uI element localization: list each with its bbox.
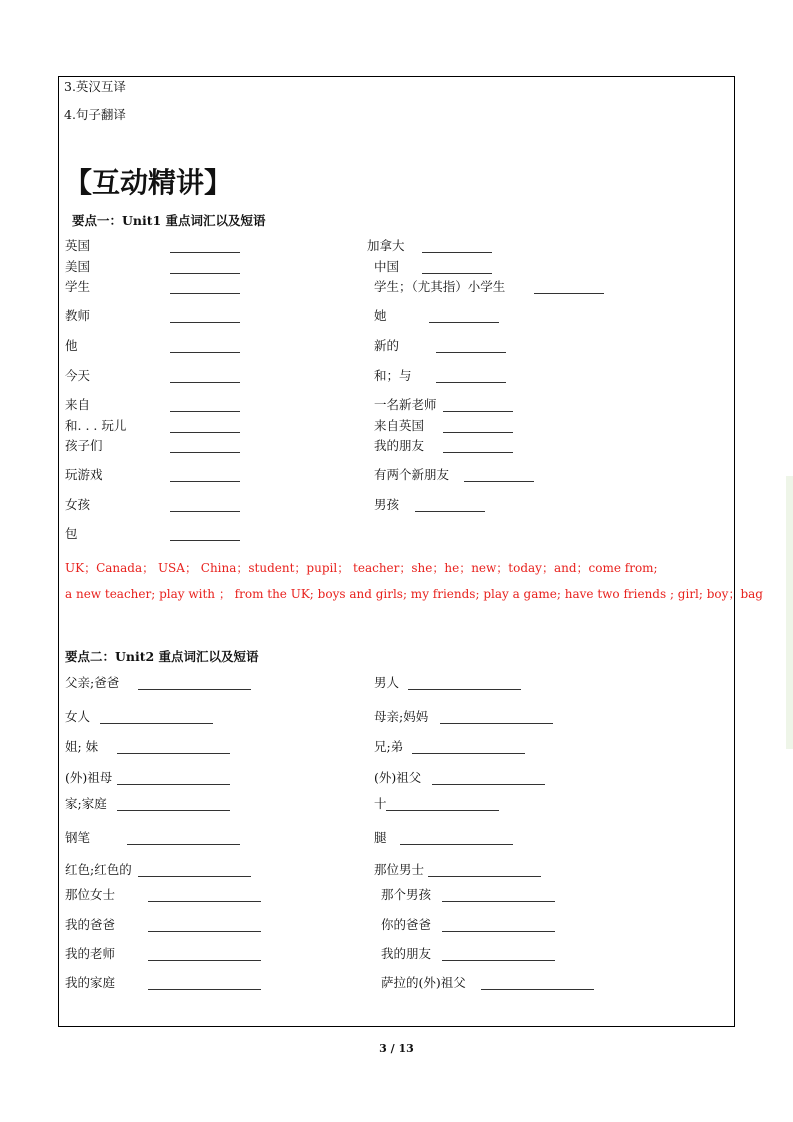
vocab-label: 那个男孩 <box>381 887 432 902</box>
answer-blank[interactable] <box>127 844 240 845</box>
answer-blank[interactable] <box>148 931 261 932</box>
answer-blank[interactable] <box>481 989 594 990</box>
answer-blank[interactable] <box>464 481 534 482</box>
answer-key-line-2: a new teacher; play with ； from the UK; boys and girls; my friends; play a game; have two friends ; girl; boy；bag <box>65 587 763 601</box>
vocab-label: 萨拉的(外)祖父 <box>381 975 466 990</box>
vocab-label: 中国 <box>374 259 400 274</box>
answer-blank[interactable] <box>138 876 251 877</box>
side-scroll-strip <box>786 476 793 749</box>
answer-blank[interactable] <box>443 432 513 433</box>
answer-key-line-1: UK；Canada； USA； China；student；pupil； teacher；she；he；new；today；and；come from; <box>65 561 658 575</box>
answer-blank[interactable] <box>148 989 261 990</box>
vocab-label: 英国 <box>65 238 91 253</box>
answer-blank[interactable] <box>408 689 521 690</box>
vocab-label: 我的老师 <box>65 946 116 961</box>
vocab-label: 你的爸爸 <box>381 917 432 932</box>
page-number: 3 / 13 <box>379 1042 414 1055</box>
vocab-label: 男孩 <box>374 497 400 512</box>
vocab-label: 女人 <box>65 709 91 724</box>
unit1-heading: 要点一：Unit1 重点词汇以及短语 <box>72 213 266 228</box>
vocab-label: 母亲;妈妈 <box>374 709 429 724</box>
answer-blank[interactable] <box>170 382 240 383</box>
answer-blank[interactable] <box>117 753 230 754</box>
answer-blank[interactable] <box>170 322 240 323</box>
vocab-label: 我的朋友 <box>374 438 425 453</box>
answer-blank[interactable] <box>442 901 555 902</box>
vocab-label: 和. . . 玩儿 <box>65 418 127 433</box>
answer-blank[interactable] <box>400 844 513 845</box>
answer-blank[interactable] <box>170 293 240 294</box>
answer-blank[interactable] <box>440 723 553 724</box>
answer-blank[interactable] <box>428 876 541 877</box>
vocab-label: 我的家庭 <box>65 975 116 990</box>
exercise-item-3: 3.英汉互译 <box>64 79 126 94</box>
vocab-label: (外)祖母 <box>65 770 113 785</box>
vocab-label: 男人 <box>374 675 400 690</box>
answer-blank[interactable] <box>443 411 513 412</box>
answer-blank[interactable] <box>386 810 499 811</box>
answer-blank[interactable] <box>422 273 492 274</box>
vocab-label: 她 <box>374 308 387 323</box>
answer-blank[interactable] <box>138 689 251 690</box>
answer-blank[interactable] <box>170 452 240 453</box>
exercise-item-4: 4.句子翻译 <box>64 107 126 122</box>
unit2-heading: 要点二：Unit2 重点词汇以及短语 <box>65 649 259 664</box>
vocab-label: 学生 <box>65 279 91 294</box>
answer-blank[interactable] <box>436 382 506 383</box>
answer-blank[interactable] <box>429 322 499 323</box>
answer-blank[interactable] <box>170 540 240 541</box>
answer-blank[interactable] <box>432 784 545 785</box>
vocab-label: 十 <box>374 796 387 811</box>
vocab-label: 我的爸爸 <box>65 917 116 932</box>
vocab-label: 红色;红色的 <box>65 862 132 877</box>
answer-blank[interactable] <box>170 352 240 353</box>
vocab-label: 兄;弟 <box>374 739 404 754</box>
vocab-label: 父亲;爸爸 <box>65 675 120 690</box>
vocab-label: (外)祖父 <box>374 770 422 785</box>
answer-blank[interactable] <box>170 481 240 482</box>
vocab-label: 他 <box>65 338 78 353</box>
answer-blank[interactable] <box>415 511 485 512</box>
vocab-label: 女孩 <box>65 497 91 512</box>
answer-blank[interactable] <box>117 810 230 811</box>
vocab-label: 那位男士 <box>374 862 425 877</box>
answer-blank[interactable] <box>442 931 555 932</box>
answer-blank[interactable] <box>100 723 213 724</box>
vocab-label: 和；与 <box>374 368 412 383</box>
answer-blank[interactable] <box>422 252 492 253</box>
vocab-label: 教师 <box>65 308 91 323</box>
vocab-label: 孩子们 <box>65 438 103 453</box>
vocab-label: 美国 <box>65 259 91 274</box>
vocab-label: 来自 <box>65 397 91 412</box>
section-title: 【互动精讲】 <box>64 166 233 199</box>
vocab-label: 来自英国 <box>374 418 425 433</box>
vocab-label: 姐; 妹 <box>65 739 99 754</box>
answer-blank[interactable] <box>534 293 604 294</box>
vocab-label: 腿 <box>374 830 387 845</box>
vocab-label: 学生；（尤其指）小学生 <box>374 279 506 294</box>
vocab-label: 今天 <box>65 368 91 383</box>
vocab-label: 家;家庭 <box>65 796 107 811</box>
vocab-label: 有两个新朋友 <box>374 467 450 482</box>
vocab-label: 新的 <box>374 338 400 353</box>
vocab-label: 钢笔 <box>65 830 91 845</box>
answer-blank[interactable] <box>412 753 525 754</box>
answer-blank[interactable] <box>148 960 261 961</box>
answer-blank[interactable] <box>117 784 230 785</box>
vocab-label: 一名新老师 <box>374 397 437 412</box>
answer-blank[interactable] <box>442 960 555 961</box>
answer-blank[interactable] <box>148 901 261 902</box>
answer-blank[interactable] <box>170 432 240 433</box>
vocab-label: 那位女士 <box>65 887 116 902</box>
answer-blank[interactable] <box>170 511 240 512</box>
answer-blank[interactable] <box>170 273 240 274</box>
vocab-label: 玩游戏 <box>65 467 103 482</box>
vocab-label: 加拿大 <box>367 238 405 253</box>
vocab-label: 我的朋友 <box>381 946 432 961</box>
answer-blank[interactable] <box>436 352 506 353</box>
answer-blank[interactable] <box>170 411 240 412</box>
answer-blank[interactable] <box>443 452 513 453</box>
answer-blank[interactable] <box>170 252 240 253</box>
vocab-label: 包 <box>65 526 78 541</box>
